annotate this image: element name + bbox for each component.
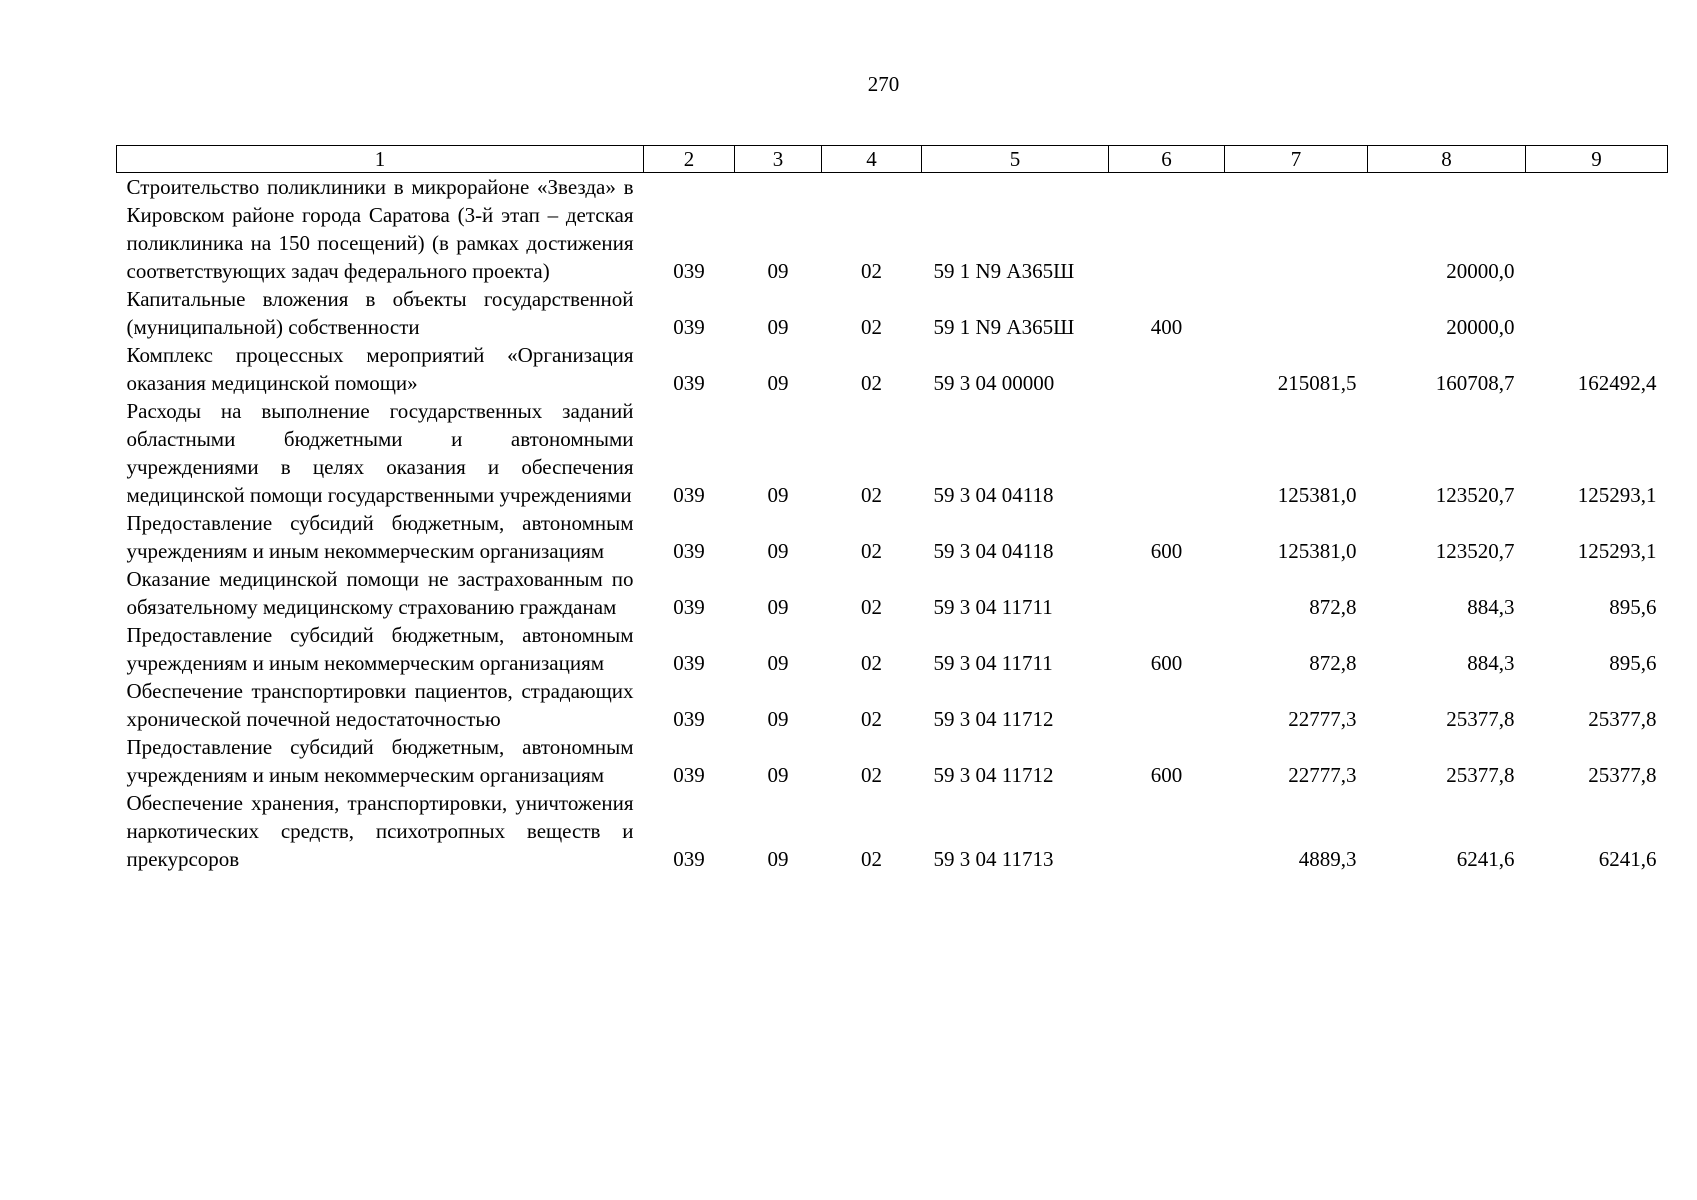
cell-amount-col7: 125381,0 bbox=[1277, 539, 1357, 563]
cell-amount-col7: 125381,0 bbox=[1277, 483, 1357, 507]
header-col-5: 5 bbox=[922, 146, 1109, 173]
table-row bbox=[117, 789, 1668, 873]
cell-ministry-code: 039 bbox=[673, 651, 705, 675]
cell-ministry-code: 039 bbox=[673, 259, 705, 283]
header-col-6: 6 bbox=[1109, 146, 1225, 173]
row-description: Строительство поликлиники в микрорайоне «Звезда» в Кировском районе города Саратова (3-й этап – детская поликлиника на 150 посещений) (в рамках достижения соответствующих задач федерального проекта) bbox=[126, 175, 634, 283]
cell-section: 09 bbox=[767, 371, 789, 395]
cell-ministry-code: 039 bbox=[673, 707, 705, 731]
cell-expense-type bbox=[1109, 677, 1225, 733]
page-number: 270 bbox=[867, 72, 900, 96]
cell-target-article: 59 3 04 04118 bbox=[933, 483, 1054, 507]
cell-target-article: 59 1 N9 А365Ш bbox=[933, 259, 1075, 283]
cell-amount-col8: 20000,0 bbox=[1446, 259, 1515, 283]
cell-subsection: 02 bbox=[861, 483, 882, 507]
cell-subsection: 02 bbox=[861, 763, 882, 787]
cell-amount-col7: 872,8 bbox=[1309, 651, 1357, 675]
header-col-4: 4 bbox=[822, 146, 922, 173]
cell-amount-col7 bbox=[1225, 285, 1368, 341]
row-description: Обеспечение хранения, транспортировки, уничтожения наркотических средств, психотропных веществ и прекурсоров bbox=[126, 791, 634, 871]
table-row bbox=[117, 509, 1668, 565]
cell-target-article: 59 3 04 00000 bbox=[933, 371, 1055, 395]
cell-expense-type bbox=[1109, 341, 1225, 397]
cell-section: 09 bbox=[767, 651, 789, 675]
table-row bbox=[117, 733, 1668, 789]
row-description: Капитальные вложения в объекты государственной (муниципальной) собственности bbox=[126, 287, 634, 339]
cell-ministry-code: 039 bbox=[673, 539, 705, 563]
cell-section: 09 bbox=[767, 259, 789, 283]
cell-amount-col8: 884,3 bbox=[1467, 651, 1515, 675]
table-row bbox=[117, 621, 1668, 677]
cell-target-article: 59 3 04 11713 bbox=[933, 847, 1054, 871]
cell-amount-col9 bbox=[1526, 173, 1668, 286]
table-row bbox=[117, 173, 1668, 286]
cell-amount-col8: 20000,0 bbox=[1446, 315, 1515, 339]
cell-target-article: 59 3 04 11711 bbox=[933, 595, 1053, 619]
cell-expense-type: 400 bbox=[1150, 315, 1183, 339]
row-description: Обеспечение транспортировки пациентов, страдающих хронической почечной недостаточностью bbox=[126, 679, 634, 731]
cell-subsection: 02 bbox=[861, 651, 882, 675]
cell-expense-type: 600 bbox=[1150, 539, 1183, 563]
row-description: Предоставление субсидий бюджетным, автономным учреждениям и иным некоммерческим организациям bbox=[126, 623, 634, 675]
cell-ministry-code: 039 bbox=[673, 371, 705, 395]
cell-expense-type bbox=[1109, 789, 1225, 873]
cell-section: 09 bbox=[767, 763, 789, 787]
cell-subsection: 02 bbox=[861, 259, 882, 283]
cell-amount-col8: 123520,7 bbox=[1435, 483, 1515, 507]
cell-amount-col7: 215081,5 bbox=[1277, 371, 1357, 395]
cell-amount-col8: 884,3 bbox=[1467, 595, 1515, 619]
cell-amount-col8: 25377,8 bbox=[1446, 763, 1515, 787]
cell-target-article: 59 3 04 11711 bbox=[933, 651, 1053, 675]
cell-amount-col8: 6241,6 bbox=[1456, 847, 1515, 871]
cell-amount-col9: 895,6 bbox=[1609, 651, 1657, 675]
budget-table bbox=[116, 145, 1668, 873]
table-row bbox=[117, 397, 1668, 509]
table-header-row bbox=[117, 146, 1668, 173]
header-col-1: 1 bbox=[117, 146, 644, 173]
cell-amount-col7: 872,8 bbox=[1309, 595, 1357, 619]
cell-amount-col8: 25377,8 bbox=[1446, 707, 1515, 731]
cell-subsection: 02 bbox=[861, 707, 882, 731]
cell-expense-type: 600 bbox=[1150, 651, 1183, 675]
cell-section: 09 bbox=[767, 707, 789, 731]
cell-amount-col9: 125293,1 bbox=[1577, 539, 1657, 563]
table-row bbox=[117, 285, 1668, 341]
cell-amount-col7: 4889,3 bbox=[1298, 847, 1357, 871]
cell-expense-type bbox=[1109, 397, 1225, 509]
cell-amount-col9: 25377,8 bbox=[1588, 763, 1657, 787]
cell-expense-type bbox=[1109, 565, 1225, 621]
cell-amount-col7: 22777,3 bbox=[1288, 763, 1357, 787]
cell-section: 09 bbox=[767, 483, 789, 507]
header-col-9: 9 bbox=[1526, 146, 1668, 173]
cell-subsection: 02 bbox=[861, 847, 882, 871]
cell-subsection: 02 bbox=[861, 539, 882, 563]
cell-ministry-code: 039 bbox=[673, 847, 705, 871]
row-description: Расходы на выполнение государственных заданий областными бюджетными и автономными учреждениями в целях оказания и обеспечения медицинской помощи государственными учреждениями bbox=[126, 399, 634, 507]
row-description: Предоставление субсидий бюджетным, автономным учреждениям и иным некоммерческим организациям bbox=[126, 511, 634, 563]
header-col-8: 8 bbox=[1368, 146, 1526, 173]
cell-amount-col8: 160708,7 bbox=[1435, 371, 1515, 395]
row-description: Оказание медицинской помощи не застрахованным по обязательному медицинскому страхованию гражданам bbox=[126, 567, 634, 619]
table-row bbox=[117, 677, 1668, 733]
cell-section: 09 bbox=[767, 595, 789, 619]
cell-amount-col8: 123520,7 bbox=[1435, 539, 1515, 563]
cell-subsection: 02 bbox=[861, 315, 882, 339]
cell-expense-type: 600 bbox=[1150, 763, 1183, 787]
cell-expense-type bbox=[1109, 173, 1225, 286]
cell-amount-col9: 895,6 bbox=[1609, 595, 1657, 619]
cell-amount-col9: 162492,4 bbox=[1577, 371, 1657, 395]
cell-section: 09 bbox=[767, 539, 789, 563]
cell-section: 09 bbox=[767, 315, 789, 339]
header-col-2: 2 bbox=[644, 146, 735, 173]
row-description: Комплекс процессных мероприятий «Организация оказания медицинской помощи» bbox=[126, 343, 634, 395]
cell-subsection: 02 bbox=[861, 595, 882, 619]
cell-ministry-code: 039 bbox=[673, 763, 705, 787]
cell-target-article: 59 3 04 11712 bbox=[933, 763, 1054, 787]
cell-ministry-code: 039 bbox=[673, 315, 705, 339]
cell-target-article: 59 3 04 11712 bbox=[933, 707, 1054, 731]
cell-ministry-code: 039 bbox=[673, 483, 705, 507]
cell-section: 09 bbox=[767, 847, 789, 871]
cell-amount-col7 bbox=[1225, 173, 1368, 286]
cell-amount-col9: 6241,6 bbox=[1598, 847, 1657, 871]
cell-subsection: 02 bbox=[861, 371, 882, 395]
cell-target-article: 59 1 N9 А365Ш bbox=[933, 315, 1075, 339]
row-description: Предоставление субсидий бюджетным, автономным учреждениям и иным некоммерческим организациям bbox=[126, 735, 634, 787]
table-row bbox=[117, 341, 1668, 397]
cell-target-article: 59 3 04 04118 bbox=[933, 539, 1054, 563]
header-col-7: 7 bbox=[1225, 146, 1368, 173]
table-body bbox=[117, 173, 1668, 874]
cell-ministry-code: 039 bbox=[673, 595, 705, 619]
cell-amount-col9: 125293,1 bbox=[1577, 483, 1657, 507]
header-col-3: 3 bbox=[735, 146, 822, 173]
cell-amount-col9: 25377,8 bbox=[1588, 707, 1657, 731]
cell-amount-col9 bbox=[1526, 285, 1668, 341]
cell-amount-col7: 22777,3 bbox=[1288, 707, 1357, 731]
table-row bbox=[117, 565, 1668, 621]
